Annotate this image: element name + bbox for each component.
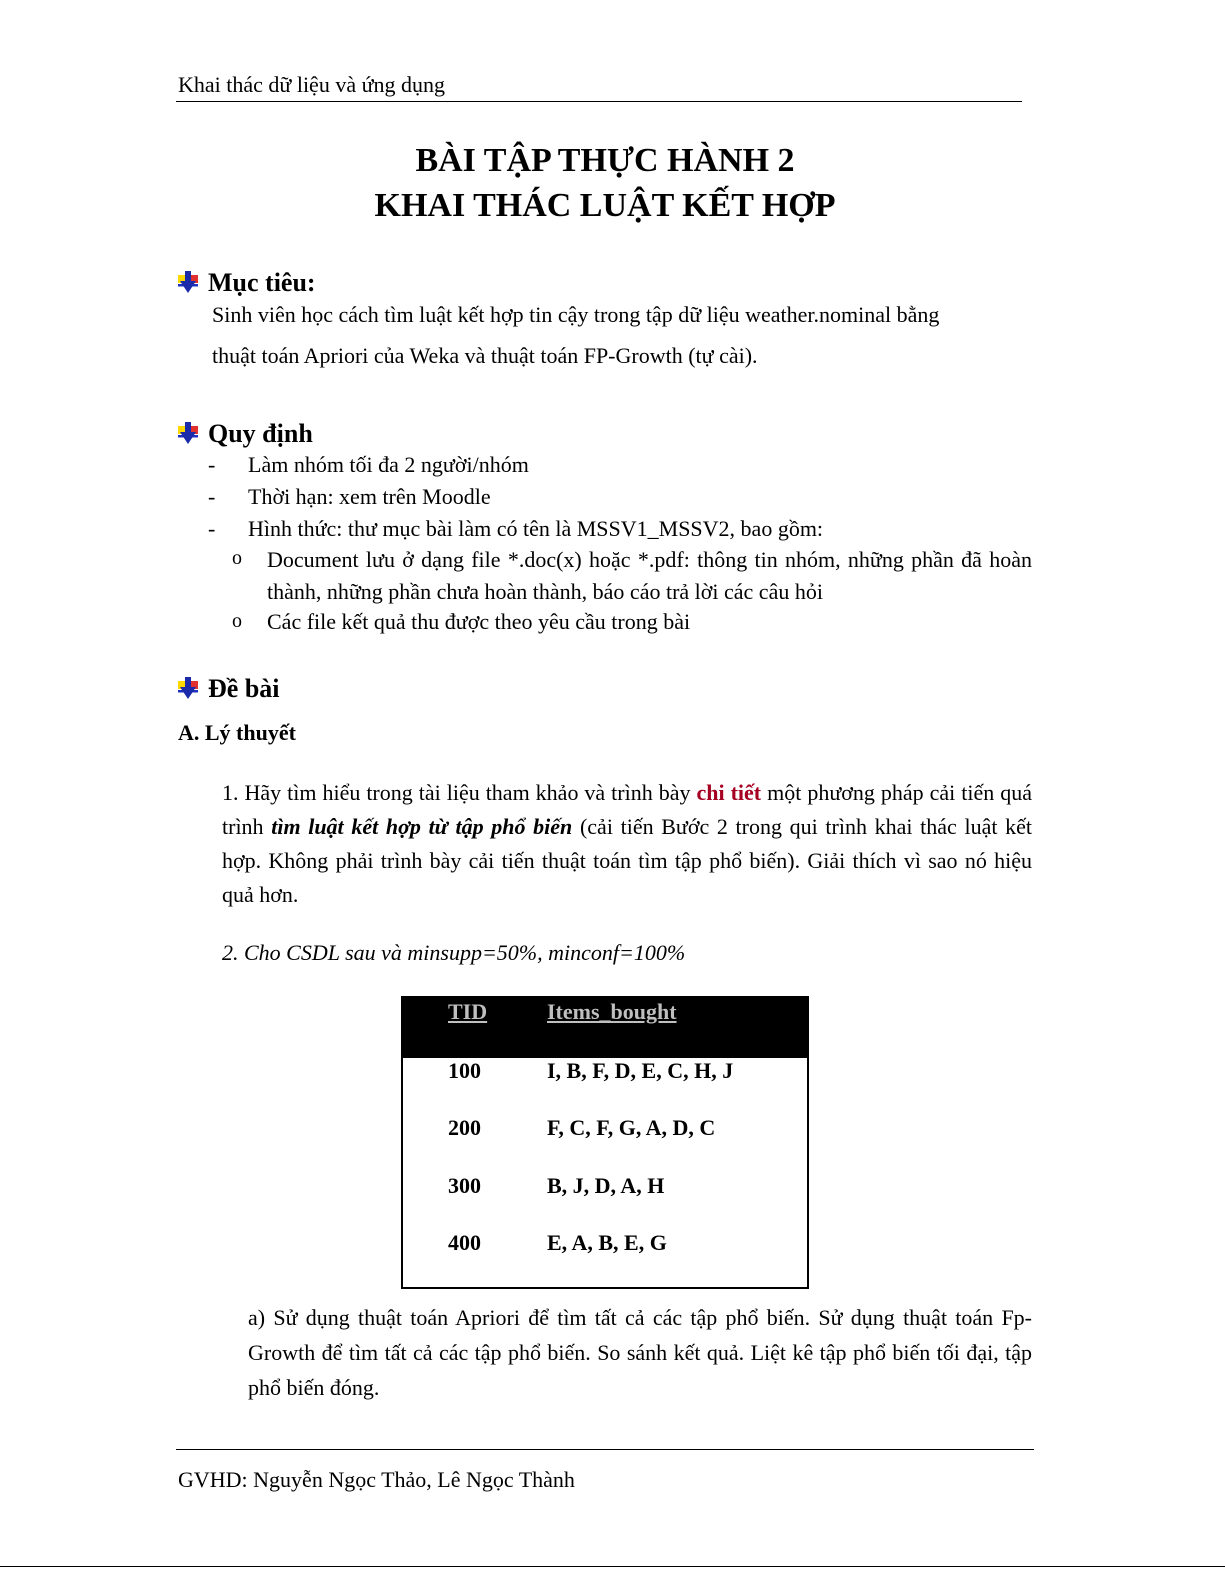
arrow-down-bullet-icon <box>176 422 202 446</box>
table-cell-tid: 300 <box>448 1173 481 1198</box>
page-title-line2: KHAI THÁC LUẬT KẾT HỢP <box>374 187 836 224</box>
sub-list-item: Document lưu ở dạng file *.doc(x) hoặc *.pdf: thông tin nhóm, những phần đã hoàn thành, những phần chưa hoàn thành, báo cáo trả lời các câu hỏi <box>267 547 1032 604</box>
sub-list-bullet: o <box>232 547 242 569</box>
list-item: Làm nhóm tối đa 2 người/nhóm <box>248 452 529 477</box>
table-header <box>403 998 807 1058</box>
table-cell-tid: 100 <box>448 1058 481 1083</box>
table-cell-items: F, C, F, G, A, D, C <box>547 1115 716 1140</box>
sub-list-bullet: o <box>232 610 242 632</box>
sub-list-item: Các file kết quả thu được theo yêu cầu trong bài <box>267 609 691 634</box>
question-2: 2. Cho CSDL sau và minsupp=50%, minconf=100% <box>222 940 686 965</box>
table-header-cell: Items_bought <box>547 999 677 1024</box>
list-item: Thời hạn: xem trên Moodle <box>248 484 491 509</box>
list-bullet: - <box>208 516 216 541</box>
objective-heading: Mục tiêu: <box>176 268 316 298</box>
page-title-line1: BÀI TẬP THỰC HÀNH 2 <box>415 142 795 179</box>
table-cell-items: B, J, D, A, H <box>547 1173 665 1198</box>
list-item: Hình thức: thư mục bài làm có tên là MSSV1_MSSV2, bao gồm: <box>248 516 824 541</box>
list-bullet: - <box>208 452 216 477</box>
table-cell-items: E, A, B, E, G <box>547 1230 667 1255</box>
emphasis-bold-italic: tìm luật kết hợp từ tập phổ biến <box>271 814 573 839</box>
question-1: 1. Hãy tìm hiểu trong tài liệu tham khảo và trình bày chi tiết một phương pháp cải tiến quá trình tìm luật kết hợp từ tập phổ biến (cải tiến Bước 2 trong qui trình khai thác luật kết hợp. Không phải trình bày cải tiến thuật toán tìm tập phổ biến). Giải thích vì sao nó hiệu quả hơn. <box>222 780 1032 907</box>
assignment-heading: Đề bài <box>176 674 280 704</box>
section-a-heading: A. Lý thuyết <box>178 720 296 745</box>
page-edge-rule <box>0 1566 1225 1567</box>
objective-line1: Sinh viên học cách tìm luật kết hợp tin cậy trong tập dữ liệu weather.nominal bằng <box>212 302 940 327</box>
arrow-down-bullet-icon <box>176 271 202 295</box>
table-cell-tid: 200 <box>448 1115 481 1140</box>
header-rule <box>176 101 1022 102</box>
emphasis-red: chi tiết <box>696 780 762 805</box>
question-2a: a) Sử dụng thuật toán Apriori để tìm tất cả các tập phổ biến. Sử dụng thuật toán Fp-Growth để tìm tất cả các tập phổ biến. So sánh kết quả. Liệt kê tập phổ biến tối đại, tập phổ biến đóng. <box>248 1305 1032 1400</box>
footer-instructors: GVHD: Nguyễn Ngọc Thảo, Lê Ngọc Thành <box>178 1467 575 1492</box>
objective-line2: thuật toán Apriori của Weka và thuật toán FP-Growth (tự cài). <box>212 343 758 368</box>
transaction-table <box>401 996 809 1289</box>
rules-heading: Quy định <box>176 419 313 449</box>
list-bullet: - <box>208 484 216 509</box>
arrow-down-bullet-icon <box>176 677 202 701</box>
table-header-cell: TID <box>448 999 488 1024</box>
table-cell-tid: 400 <box>448 1230 481 1255</box>
footer-rule <box>176 1449 1034 1450</box>
table-cell-items: I, B, F, D, E, C, H, J <box>547 1058 734 1083</box>
running-header: Khai thác dữ liệu và ứng dụng <box>178 72 446 97</box>
